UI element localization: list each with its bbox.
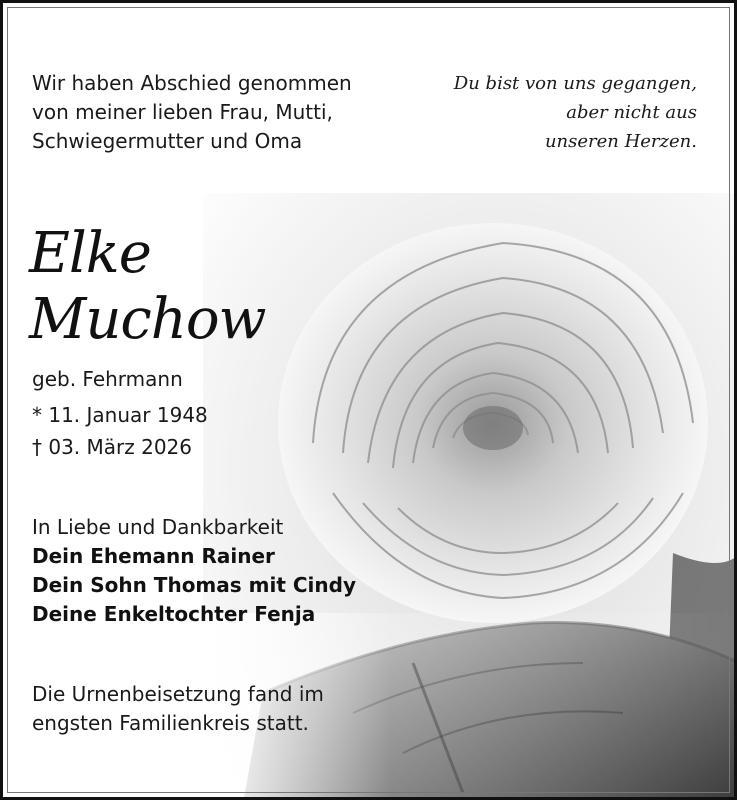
deceased-name	[29, 221, 265, 353]
mourner-name: Deine Enkeltochter Fenja	[32, 602, 316, 626]
quote-line: unseren Herzen.	[544, 131, 697, 152]
mourners-block	[32, 513, 356, 629]
note-line: engsten Familienkreis statt.	[32, 711, 309, 735]
mourners-intro: In Liebe und Dankbarkeit	[32, 515, 284, 539]
intro-line: Wir haben Abschied genommen	[32, 71, 352, 95]
intro-text	[32, 69, 352, 156]
first-name: Elke	[29, 221, 151, 286]
intro-line: Schwiegermutter und Oma	[32, 129, 303, 153]
memorial-quote	[454, 69, 697, 156]
quote-line: Du bist von uns gegangen,	[453, 73, 697, 94]
mourner-name: Dein Ehemann Rainer	[32, 544, 275, 568]
note-line: Die Urnenbeisetzung fand im	[32, 682, 324, 706]
birth-name: geb. Fehrmann	[32, 367, 183, 391]
intro-line: von meiner lieben Frau, Mutti,	[32, 100, 333, 124]
death-date: † 03. März 2026	[32, 435, 193, 459]
mourner-name: Dein Sohn Thomas mit Cindy	[32, 573, 356, 597]
last-name: Muchow	[29, 287, 266, 352]
birth-date: * 11. Januar 1948	[32, 403, 208, 427]
quote-line: aber nicht aus	[566, 102, 697, 123]
burial-note	[32, 680, 324, 738]
